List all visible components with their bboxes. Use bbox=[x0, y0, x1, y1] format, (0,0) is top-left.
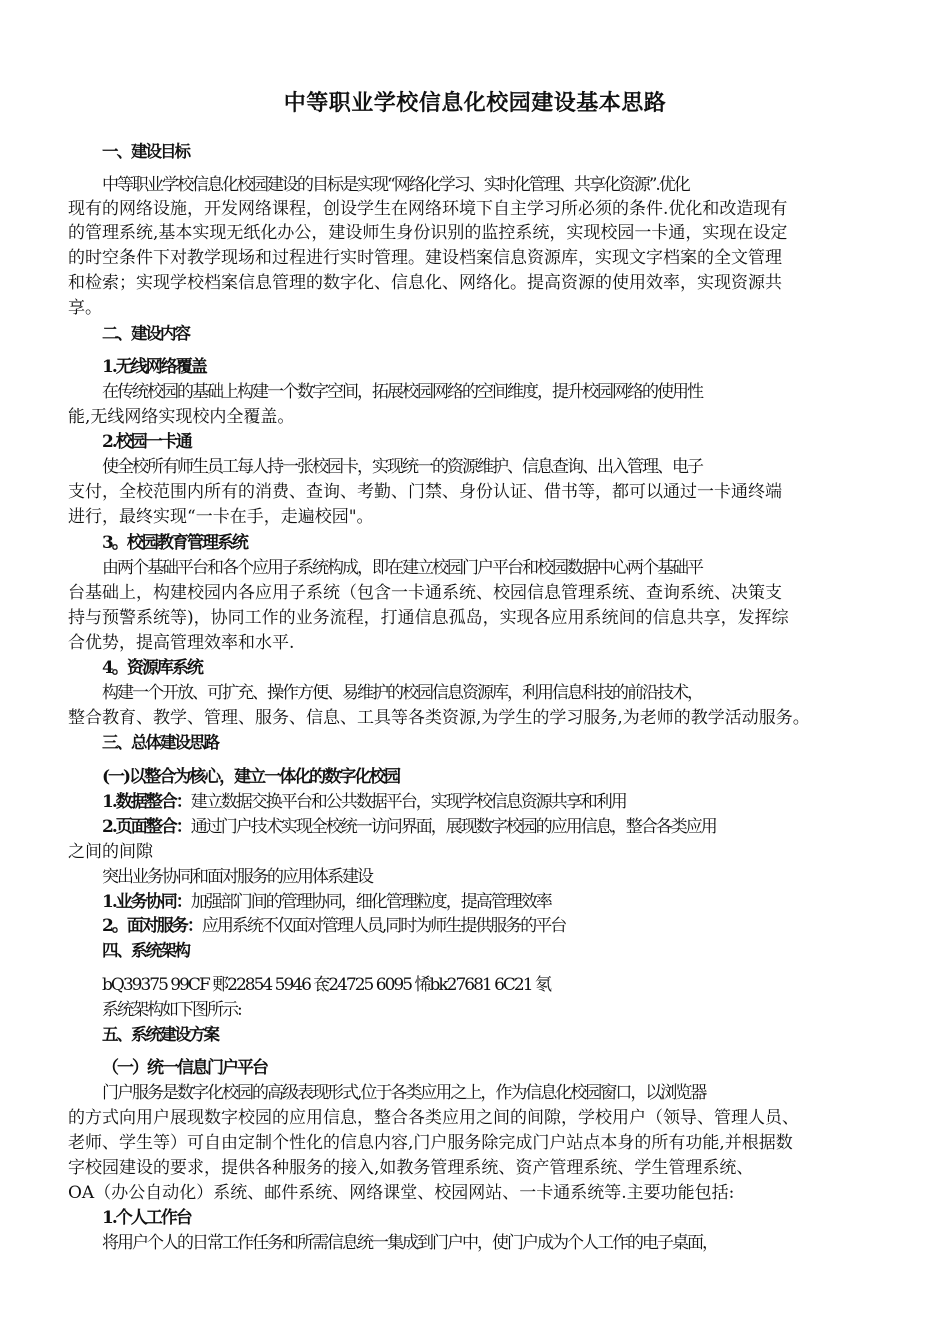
paragraph-line: 支付，全校范围内所有的消费、查询、考勤、门禁、身份认证、借书等，都可以通过一卡通终端 bbox=[68, 482, 782, 502]
document-title: 中等职业学校信息化校园建设基本思路 bbox=[283, 91, 667, 116]
paragraph-line: 突出业务协同和面对服务的应用体系建设 bbox=[102, 867, 372, 887]
list-item bbox=[102, 790, 922, 814]
paragraph-line: 的方式向用户展现数字校园的应用信息，整合各类应用之间的间隙，学校用户（领导、管理人员、 bbox=[68, 1108, 799, 1128]
paragraph-line: 中等职业学校信息化校园建设的目标是实现“网络化学习、实时化管理、共享化资源”.优化 bbox=[102, 175, 689, 195]
subsection-title: 4。资源库系统 bbox=[102, 658, 202, 678]
item-text: 加强部门间的管理协同，细化管理粒度，提高管理效率 bbox=[190, 892, 551, 912]
paragraph-line: 的时空条件下对教学现场和过程进行实时管理。建设档案信息资源库，实现文字档案的全文管理 bbox=[68, 248, 782, 268]
item-label: 2。面对服务： bbox=[102, 916, 202, 936]
item-label: 1.数据整合： bbox=[102, 792, 191, 812]
paragraph-line: 使全校所有师生员工每人持一张校园卡，实现统一的资源维护、信息查询、出入管理、电子 bbox=[102, 457, 702, 477]
paragraph-line: 能,无线网络实现校内全覆盖。 bbox=[68, 407, 295, 427]
paragraph-line: 和检索；实现学校档案信息管理的数字化、信息化、网络化。提高资源的使用效率，实现资源共 bbox=[68, 273, 782, 293]
subsection-title: 1.个人工作台 bbox=[102, 1208, 191, 1228]
paragraph-line: 合优势，提高管理效率和水平. bbox=[68, 633, 295, 653]
subsection-title: 3。校园教育管理系统 bbox=[102, 533, 247, 553]
paragraph-line: 将用户个人的日常工作任务和所需信息统一集成到门户中，使门户成为个人工作的电子桌面， bbox=[102, 1233, 717, 1253]
item-label: 1.业务协同： bbox=[102, 892, 191, 912]
list-item bbox=[102, 890, 922, 914]
section-heading-content: 二、建设内容 bbox=[102, 324, 189, 343]
item-label: 2.页面整合： bbox=[102, 817, 191, 837]
item-text: 建立数据交换平台和公共数据平台，实现学校信息资源共享和利用 bbox=[190, 792, 626, 812]
paragraph-line: 现有的网络设施，开发网络课程，创设学生在网络环境下自主学习所必须的条件.优化和改造现有 bbox=[68, 199, 788, 219]
section-heading-goals: 一、建设目标 bbox=[102, 142, 189, 161]
paragraph-line: 门户服务是数字化校园的高级表现形式,位于各类应用之上，作为信息化校园窗口，以浏览器 bbox=[102, 1083, 706, 1103]
section-heading-architecture: 四、系统架构 bbox=[102, 941, 189, 960]
paragraph-line: 享。 bbox=[68, 298, 102, 318]
section-heading-approach: 三、总体建设思路 bbox=[102, 733, 218, 752]
subsection-title: 2.校园一卡通 bbox=[102, 432, 191, 452]
paragraph-line: 的管理系统,基本实现无纸化办公，建设师生身份识别的监控系统，实现校园一卡通，实现在设定 bbox=[68, 223, 788, 243]
list-item bbox=[102, 815, 922, 839]
paragraph-line: 系统架构如下图所示: bbox=[102, 1000, 241, 1020]
list-item bbox=[102, 914, 922, 938]
paragraph-line: 整合教育、教学、管理、服务、信息、工具等各类资源,为学生的学习服务,为老师的教学活动服务。 bbox=[68, 708, 810, 728]
paragraph-line: 台基础上，构建校园内各应用子系统（包含一卡通系统、校园信息管理系统、查询系统、决策支 bbox=[68, 583, 782, 603]
paragraph-line: 之间的间隙 bbox=[68, 842, 153, 862]
paragraph-line: 构建一个开放、可扩充、操作方便、易维护的校园信息资源库，利用信息科技的前沿技术， bbox=[102, 683, 702, 703]
paragraph-line: 由两个基础平台和各个应用子系统构成，即在建立校园门户平台和校园数据中心两个基础平 bbox=[102, 558, 702, 578]
paragraph-line: 进行，最终实现“一卡在手，走遍校园"。 bbox=[68, 507, 374, 527]
garbled-text-line: bQ39375 99CF 郠22854 5946 奃24725 6095 悕bk27681 6C21 氡 bbox=[102, 975, 550, 995]
paragraph-line: OA（办公自动化）系统、邮件系统、网络课堂、校园网站、一卡通系统等.主要功能包括: bbox=[68, 1183, 735, 1203]
item-text: 通过门户技术实现全校统一访问界面，展现数字校园的应用信息，整合各类应用 bbox=[190, 817, 716, 837]
section-heading-plan: 五、系统建设方案 bbox=[102, 1025, 218, 1044]
subsection-title: （一）统一信息门户平台 bbox=[102, 1058, 267, 1078]
paragraph-line: 在传统校园的基础上构建一个数字空间，拓展校园网络的空间维度，提升校园网络的使用性 bbox=[102, 382, 702, 402]
paragraph-line: 持与预警系统等)，协同工作的业务流程，打通信息孤岛，实现各应用系统间的信息共享，发挥综 bbox=[68, 608, 789, 628]
paragraph-line: 字校园建设的要求，提供各种服务的接入,如教务管理系统、资产管理系统、学生管理系统、 bbox=[68, 1158, 754, 1178]
subsection-title: (一)以整合为核心，建立一体化的数字化校园 bbox=[102, 767, 400, 787]
subsection-title: 1.无线网络覆盖 bbox=[102, 357, 206, 377]
paragraph-line: 老师、学生等）可自由定制个性化的信息内容,门户服务除完成门户站点本身的所有功能,并根据数 bbox=[68, 1133, 793, 1153]
item-text: 应用系统不仅面对管理人员,同时为师生提供服务的平台 bbox=[201, 916, 566, 936]
